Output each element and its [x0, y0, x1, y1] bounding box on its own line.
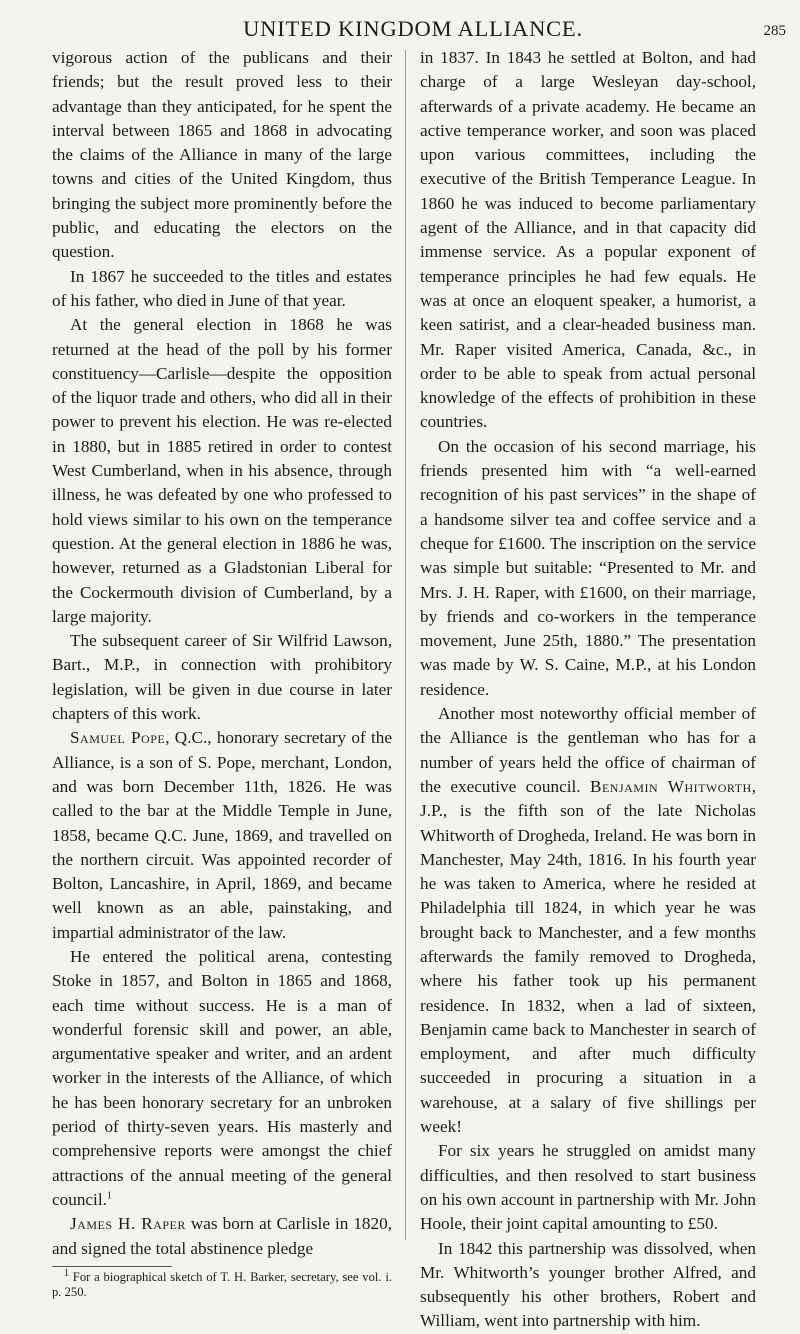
paragraph: in 1837. In 1843 he settled at Bolton, and had charge of a large Wesleyan day-school, afterwards of a private academy. He became an active temperance worker, and soon was placed upon various committees, including the executive of the British Temperance League. In 1860 he was induced to become parliamentary agent of the Alliance, and in that capacity did immense service. As a popular exponent of temperance principles he had few equals. He was at once an eloquent speaker, a humorist, a keen satirist, and a clear-headed business man. Mr. Raper visited America, Canada, &c., in order to be able to speak from actual personal knowledge of the effects of prohibition in these countries. [420, 48, 756, 432]
person-name: Samuel Pope [70, 728, 166, 748]
paragraph-text: Another most noteworthy official member of the Alliance is the gentleman who has for a number of years held the office of chairman of the executive council. [420, 704, 756, 796]
footnote-text: For a biographical sketch of T. H. Barker, secretary, see vol. i. p. 250. [52, 1269, 392, 1300]
person-name: Benjamin Whitworth [589, 776, 752, 796]
paragraph: For six years he struggled on amidst many difficulties, and then resolved to start business on his own account in partnership with Mr. John Hoole, their joint capital amounting to £50. [420, 1141, 756, 1234]
paragraph [52, 945, 392, 1212]
footnote-divider [52, 1266, 172, 1267]
person-name: James H. Raper [70, 1214, 186, 1234]
footnote-mark: 1 [64, 1267, 69, 1279]
page-number: 285 [763, 23, 786, 39]
paragraph-text: , J.P., is the fifth son of the late Nicholas Whitworth of Drogheda, Ireland. He was born in Manchester, May 24th, 1816. In his fourth year he was taken to America, where he resided at Philadelphia till 1824, in which year he was brought back to Manchester, and a few months afterwards the family removed to Drogheda, where his father took up his permanent residence. In 1832, when a lad of sixteen, Benjamin came back to Manchester in search of employment, and after much difficulty succeeded in procuring a situation in a warehouse, at a salary of five shillings per week! [420, 776, 756, 1137]
paragraph [52, 1212, 392, 1261]
paragraph [420, 702, 756, 1139]
paragraph-text: was born at Carlisle in 1820, and signed the total abstinence pledge [52, 1214, 392, 1258]
paragraph: The subsequent career of Sir Wilfrid Lawson, Bart., M.P., in connection with prohibitory legislation, will be given in due course in later chapters of this work. [52, 631, 392, 724]
paragraph: On the occasion of his second marriage, his friends presented him with “a well-earned recognition of his past services” in the shape of a handsome silver tea and coffee service and a cheque for £1600. The inscription on the service was simple but suitable: “Presented to Mr. and Mrs. J. H. Raper, with £1600, on their marriage, by friends and co-workers in the temperance movement, June 25th, 1880.” The presentation was made by W. S. Caine, M.P., at his London residence. [420, 436, 756, 699]
paragraph: In 1842 this partnership was dissolved, when Mr. Whitworth’s younger brother Alfred, and subsequently his other brothers, Robert and William, went into partnership with him. [420, 1238, 756, 1331]
paragraph-text: He entered the political arena, contesting Stoke in 1857, and Bolton in 1865 and 1868, each time without success. He is a man of wonderful forensic skill and power, an able, argumentative speaker and writer, and an ardent worker in the interests of the Alliance, of which he has been honorary secretary for an unbroken period of thirty-seven years. His masterly and comprehensive reports were amongst the chief attractions of the annual meeting of the general council. [52, 946, 392, 1209]
paragraph: At the general election in 1868 he was returned at the head of the poll by his former constituency—Carlisle—despite the opposition of the liquor trade and others, who did all in their power to prevent his election. He was re-elected in 1880, but in 1885 retired in order to contest West Cumberland, when in his absence, through illness, he was defeated by one who professed to hold views similar to his own on the temperance question. At the general election in 1886 he was, however, returned as a Gladstonian Liberal for the Cockermouth division of Cumberland, by a large majority. [52, 315, 392, 626]
footnote-marker: 1 [106, 1190, 112, 1202]
footnote [52, 1267, 392, 1301]
left-column [52, 46, 392, 1301]
paragraph [52, 726, 392, 945]
page-header [40, 10, 786, 44]
column-divider [405, 50, 406, 1240]
paragraph-text: , Q.C., honorary secretary of the Alliance, is a son of S. Pope, merchant, London, and was born December 11th, 1826. He was called to the bar at the Middle Temple in June, 1858, became Q.C. June, 1869, and travelled on the northern circuit. Was appointed recorder of Bolton, Lancashire, in April, 1869, and became well known as an able, painstaking, and impartial administrator of the law. [52, 728, 392, 942]
running-title: UNITED KINGDOM ALLIANCE. [243, 16, 583, 41]
paragraph: vigorous action of the publicans and their friends; but the result proved less to their advantage than they anticipated, for he spent the interval between 1865 and 1868 in advocating the claims of the Alliance in many of the large towns and cities of the United Kingdom, thus bringing the subject more prominently before the public, and educating the electors on the question. [52, 48, 392, 262]
paragraph: In 1867 he succeeded to the titles and estates of his father, who died in June of that year. [52, 266, 392, 310]
right-column [420, 46, 756, 1334]
